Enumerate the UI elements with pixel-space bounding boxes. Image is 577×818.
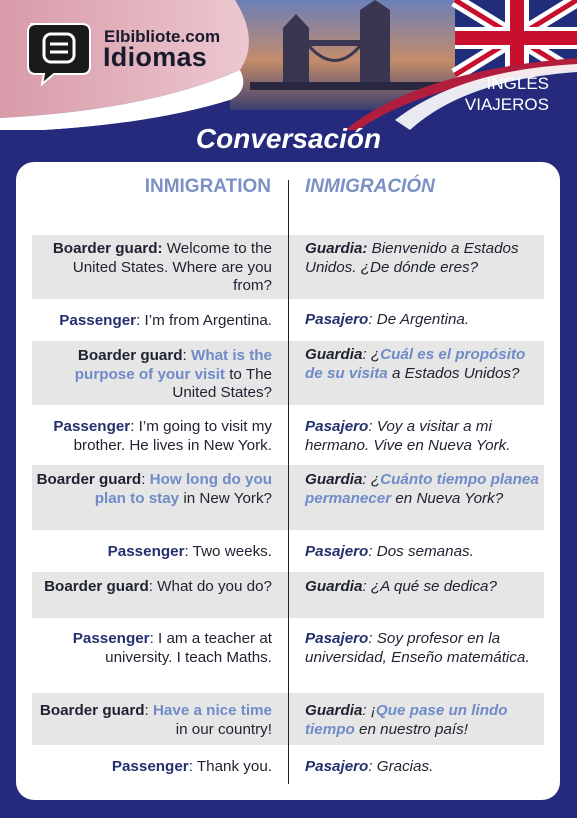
spanish-line (305, 471, 541, 508)
line-text: : Voy a visitar a mi hermano. Vive en Nueva York. (305, 418, 511, 454)
line-text: : I’m from Argentina. (136, 312, 272, 329)
tag-audience: VIAJEROS (464, 95, 549, 114)
english-line (32, 471, 272, 508)
speaker-label: Guardia: (305, 240, 368, 257)
speaker-label: Boarder guard (77, 347, 183, 364)
spanish-line (305, 346, 541, 383)
spanish-line (305, 418, 541, 455)
highlight-phrase: Cuánto tiempo planea permanecer (305, 471, 539, 507)
english-line (32, 347, 272, 403)
highlight-phrase: What is the purpose of your visit (74, 347, 272, 383)
line-text: Welcome to the United States. Where are you from? (72, 240, 272, 294)
brand-name: Idiomas (103, 42, 208, 72)
speaker-label: Passenger (59, 312, 137, 329)
highlight-phrase: Que pase un lindo tiempo (305, 702, 508, 738)
line-text: a Estados Unidos? (387, 364, 520, 382)
column-header-english: INMIGRATION (144, 176, 271, 197)
line-text: : I am a teacher at university. I teach Maths. (105, 630, 272, 666)
line-text: : ¿ (362, 346, 381, 363)
speaker-label: Pasajero (305, 543, 369, 560)
spanish-line (305, 702, 541, 739)
speaker-label: Passenger (111, 758, 189, 775)
speaker-label: Pasajero (305, 630, 369, 647)
line-text: to The United States? (172, 365, 272, 401)
speaker-label: Boarder guard (44, 578, 149, 595)
speaker-label: Passenger (107, 543, 185, 560)
speaker-label: Boarder guard (36, 471, 142, 488)
spanish-line (305, 311, 541, 330)
english-line (32, 702, 272, 739)
column-divider (288, 180, 289, 784)
english-line (32, 578, 272, 597)
speaker-label: Guardia (305, 702, 363, 719)
speaker-label: Pasajero (305, 311, 369, 328)
speaker-label: Boarder guard (39, 702, 145, 719)
english-line (32, 240, 272, 296)
spanish-line (305, 630, 541, 667)
logo-icon (24, 20, 90, 82)
line-text: Bienvenido a Estados Unidos. ¿De dónde eres? (305, 240, 519, 276)
line-text: : I’m going to visit my brother. He lives in New York. (73, 418, 272, 454)
line-text: : Soy profesor en la universidad, Enseño matemática. (305, 630, 530, 666)
line-text: : Two weeks. (184, 543, 272, 560)
line-text: en nuestro país! (354, 720, 468, 738)
english-line (32, 312, 272, 331)
header-banner (0, 0, 577, 130)
tag-language: INGLÉS (486, 74, 549, 93)
english-line (32, 543, 272, 562)
page-title: Conversación (195, 123, 382, 154)
line-text: : (144, 702, 153, 719)
line-text: : ¿A qué se dedica? (362, 578, 497, 595)
line-text: : ¿ (362, 471, 381, 488)
line-text: : Gracias. (368, 758, 434, 775)
line-text: in New York? (179, 489, 272, 507)
line-text: in our country! (175, 720, 272, 738)
highlight-phrase: Have a nice time (152, 702, 272, 719)
line-text: : What do you do? (148, 578, 272, 595)
speaker-label: Boarder guard: (52, 240, 163, 257)
spanish-line (305, 543, 541, 562)
speaker-label: Guardia (305, 471, 363, 488)
english-line (32, 630, 272, 667)
highlight-phrase: Cuál es el propósito de su visita (305, 346, 526, 382)
spanish-line (305, 240, 541, 277)
speaker-label: Passenger (72, 630, 150, 647)
brand-site: Elbibliote.com (104, 27, 221, 46)
speaker-label: Pasajero (305, 418, 369, 435)
line-text: : Dos semanas. (368, 543, 474, 560)
line-text: : Thank you. (188, 758, 272, 775)
line-text: : De Argentina. (368, 311, 470, 328)
speaker-label: Passenger (53, 418, 131, 435)
english-line (32, 418, 272, 455)
column-header-spanish: INMIGRACIÓN (305, 176, 435, 197)
highlight-phrase: How long do you plan to stay (94, 471, 272, 507)
english-line (32, 758, 272, 777)
line-text: : ¡ (362, 702, 376, 719)
line-text: : (141, 471, 150, 488)
spanish-line (305, 578, 541, 597)
speaker-label: Pasajero (305, 758, 369, 775)
speaker-label: Guardia (305, 346, 363, 363)
line-text: : (182, 347, 191, 364)
spanish-line (305, 758, 541, 777)
line-text: en Nueva York? (391, 489, 504, 507)
speaker-label: Guardia (305, 578, 363, 595)
